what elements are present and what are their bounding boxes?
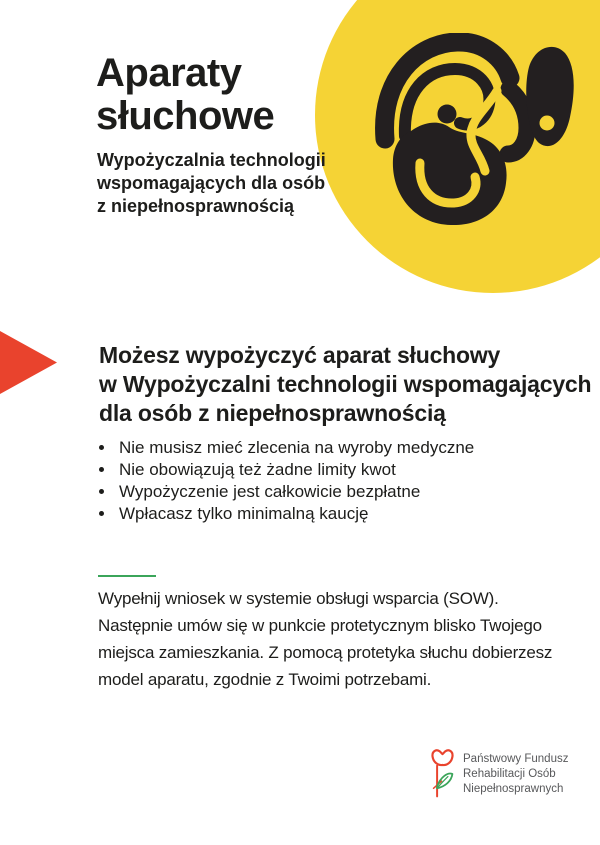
section-heading <box>99 341 591 428</box>
page-subtitle <box>97 149 326 218</box>
subtitle-line: wspomagających dla osób <box>97 173 326 193</box>
tulip-icon <box>429 746 456 800</box>
pfron-text-line: Państwowy Fundusz <box>463 753 569 765</box>
pfron-text-line: Rehabilitacji Osób <box>463 768 556 780</box>
paragraph-line: Następnie umów się w punkcie protetycznym blisko Twojego <box>98 616 542 635</box>
ear-with-hearing-aid-icon <box>375 33 575 233</box>
pfron-logo <box>429 746 568 800</box>
title-line: Aparaty <box>96 51 242 95</box>
paragraph-line: Wypełnij wniosek w systemie obsługi wsparcia (SOW). <box>98 589 499 608</box>
pfron-logo-text <box>463 746 568 797</box>
green-divider <box>98 575 156 577</box>
subtitle-line: Wypożyczalnia technologii <box>97 150 326 170</box>
list-item: • Wpłacasz tylko minimalną kaucję <box>116 503 474 525</box>
title-line: słuchowe <box>96 94 275 138</box>
arrow-right-icon <box>0 331 57 394</box>
benefits-list <box>98 437 474 525</box>
list-item: • Wypożyczenie jest całkowicie bezpłatne <box>116 481 474 503</box>
list-item: • Nie musisz mieć zlecenia na wyroby medyczne <box>116 437 474 459</box>
heading-line: dla osób z niepełnosprawnością <box>99 400 446 426</box>
heading-line: Możesz wypożyczyć aparat słuchowy <box>99 342 501 368</box>
list-item: • Nie obowiązują też żadne limity kwot <box>116 459 474 481</box>
paragraph-line: miejsca zamieszkania. Z pomocą protetyka słuchu dobierzesz <box>98 643 553 662</box>
instructions-paragraph <box>98 585 552 693</box>
subtitle-line: z niepełnosprawnością <box>97 196 295 216</box>
pfron-text-line: Niepełnosprawnych <box>463 783 564 795</box>
page-title <box>96 52 274 138</box>
paragraph-line: model aparatu, zgodnie z Twoimi potrzebami. <box>98 670 432 689</box>
heading-line: w Wypożyczalni technologii wspomagających <box>99 371 592 397</box>
